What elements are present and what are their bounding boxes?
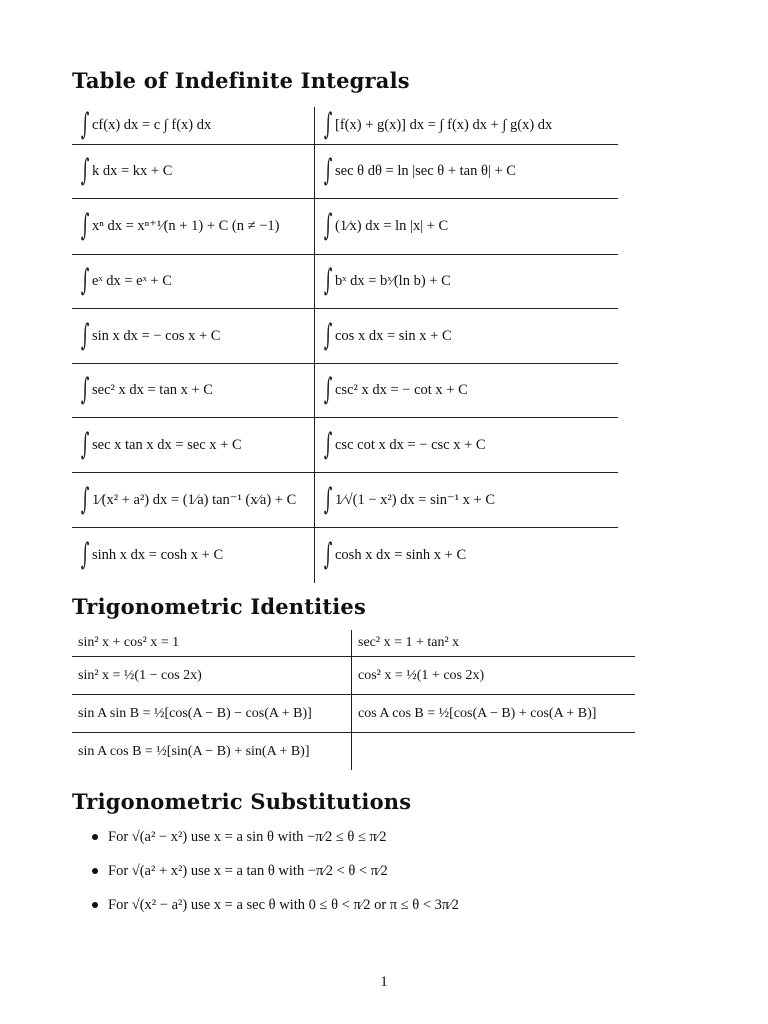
substitution-text: For √(a² + x²) use x = a tan θ with −π⁄2 < θ < π⁄2 — [108, 862, 388, 879]
integral-cell — [315, 107, 618, 144]
trig-substitutions-title: Trigonometric Substitutions — [72, 789, 412, 814]
integral-sign-icon: ∫ — [80, 372, 90, 407]
identity-row — [72, 657, 635, 695]
integral-sign-icon: ∫ — [323, 481, 333, 517]
integral-formula: cosh x dx = sinh x + C — [335, 547, 467, 563]
integral-formula: cf(x) dx = c ∫ f(x) dx — [92, 117, 212, 133]
integral-cell — [315, 199, 618, 254]
integral-sign-icon: ∫ — [80, 153, 90, 188]
bullet-icon — [92, 868, 98, 874]
integral-cell — [72, 107, 315, 144]
integral-row — [72, 255, 618, 309]
integral-row — [72, 364, 618, 418]
integral-sign-icon: ∫ — [323, 208, 333, 243]
identity-cell — [352, 733, 635, 770]
integral-cell — [72, 418, 315, 472]
integral-sign-icon: ∫ — [323, 372, 333, 407]
bullet-icon — [92, 902, 98, 908]
identity-row — [72, 695, 635, 733]
identity-cell: sec² x = 1 + tan² x — [358, 635, 460, 650]
integral-cell — [72, 255, 315, 308]
integral-formula: xⁿ dx = xⁿ⁺¹⁄(n + 1) + C (n ≠ −1) — [92, 218, 280, 234]
integral-cell — [315, 473, 618, 527]
integral-formula: eˣ dx = eˣ + C — [92, 273, 172, 289]
page-number: 1 — [380, 974, 388, 990]
integral-row — [72, 473, 618, 528]
integral-formula: 1⁄√(1 − x²) dx = sin⁻¹ x + C — [335, 491, 496, 508]
substitution-list — [72, 820, 459, 922]
identity-cell: sin A cos B = ½[sin(A − B) + sin(A + B)] — [72, 733, 352, 770]
integral-formula: k dx = kx + C — [92, 163, 173, 179]
substitution-text: For √(a² − x²) use x = a sin θ with −π⁄2 ≤ θ ≤ π⁄2 — [108, 828, 387, 845]
integral-cell — [315, 145, 618, 198]
integral-cell — [72, 364, 315, 417]
identity-cell: sin² x = ½(1 − cos 2x) — [72, 657, 352, 694]
integral-sign-icon: ∫ — [80, 481, 90, 517]
integral-cell — [72, 309, 315, 363]
integral-sign-icon: ∫ — [323, 153, 333, 188]
integral-sign-icon: ∫ — [80, 107, 90, 142]
integral-cell — [315, 528, 618, 583]
integral-cell — [72, 528, 315, 583]
integrals-title: Table of Indefinite Integrals — [72, 68, 410, 93]
list-item — [72, 854, 459, 888]
integral-cell — [315, 309, 618, 363]
integral-formula: 1⁄(x² + a²) dx = (1⁄a) tan⁻¹ (x⁄a) + C — [92, 491, 297, 508]
integral-cell — [72, 473, 315, 527]
integral-sign-icon: ∫ — [80, 317, 90, 353]
bullet-icon — [92, 834, 98, 840]
integral-sign-icon: ∫ — [80, 537, 90, 572]
integral-sign-icon: ∫ — [80, 426, 90, 462]
identity-row — [72, 630, 635, 657]
integral-row — [72, 199, 618, 255]
integral-formula: cos x dx = sin x + C — [335, 327, 452, 344]
integral-formula: bˣ dx = bˣ⁄(ln b) + C — [335, 273, 451, 289]
list-item — [72, 888, 459, 922]
integral-row — [72, 107, 618, 145]
integral-sign-icon: ∫ — [323, 426, 333, 462]
integral-formula: csc² x dx = − cot x + C — [335, 382, 468, 398]
identity-cell: cos A cos B = ½[cos(A − B) + cos(A + B)] — [358, 705, 597, 721]
identity-cell: sin² x + cos² x = 1 — [72, 630, 352, 656]
integral-formula: (1⁄x) dx = ln |x| + C — [335, 218, 449, 234]
integral-cell — [315, 255, 618, 308]
integral-cell — [72, 145, 315, 198]
trig-identities-table — [72, 630, 635, 770]
substitution-text: For √(x² − a²) use x = a sec θ with 0 ≤ θ < π⁄2 or π ≤ θ < 3π⁄2 — [108, 896, 459, 913]
integral-row — [72, 528, 618, 583]
integral-sign-icon: ∫ — [323, 537, 333, 572]
integral-formula: sin x dx = − cos x + C — [92, 327, 221, 344]
integral-sign-icon: ∫ — [323, 317, 333, 353]
integral-cell — [72, 199, 315, 254]
integrals-table — [72, 107, 618, 583]
identity-cell: sin A sin B = ½[cos(A − B) − cos(A + B)] — [72, 695, 352, 732]
integral-formula: sec θ dθ = ln |sec θ + tan θ| + C — [335, 163, 516, 179]
integral-formula: csc cot x dx = − csc x + C — [335, 436, 486, 453]
integral-row — [72, 145, 618, 199]
integral-sign-icon: ∫ — [80, 208, 90, 243]
list-item — [72, 820, 459, 854]
integral-row — [72, 309, 618, 364]
identity-row — [72, 733, 635, 770]
integral-cell — [315, 364, 618, 417]
integral-formula: [f(x) + g(x)] dx = ∫ f(x) dx + ∫ g(x) dx — [335, 117, 553, 133]
integral-sign-icon: ∫ — [80, 263, 90, 298]
trig-identities-title: Trigonometric Identities — [72, 594, 367, 619]
integral-formula: sinh x dx = cosh x + C — [92, 547, 224, 563]
integral-sign-icon: ∫ — [323, 107, 333, 142]
integral-row — [72, 418, 618, 473]
integral-formula: sec² x dx = tan x + C — [92, 382, 213, 398]
identity-cell: cos² x = ½(1 + cos 2x) — [358, 667, 485, 683]
integral-sign-icon: ∫ — [323, 263, 333, 298]
integral-cell — [315, 418, 618, 472]
integral-formula: sec x tan x dx = sec x + C — [92, 436, 242, 453]
